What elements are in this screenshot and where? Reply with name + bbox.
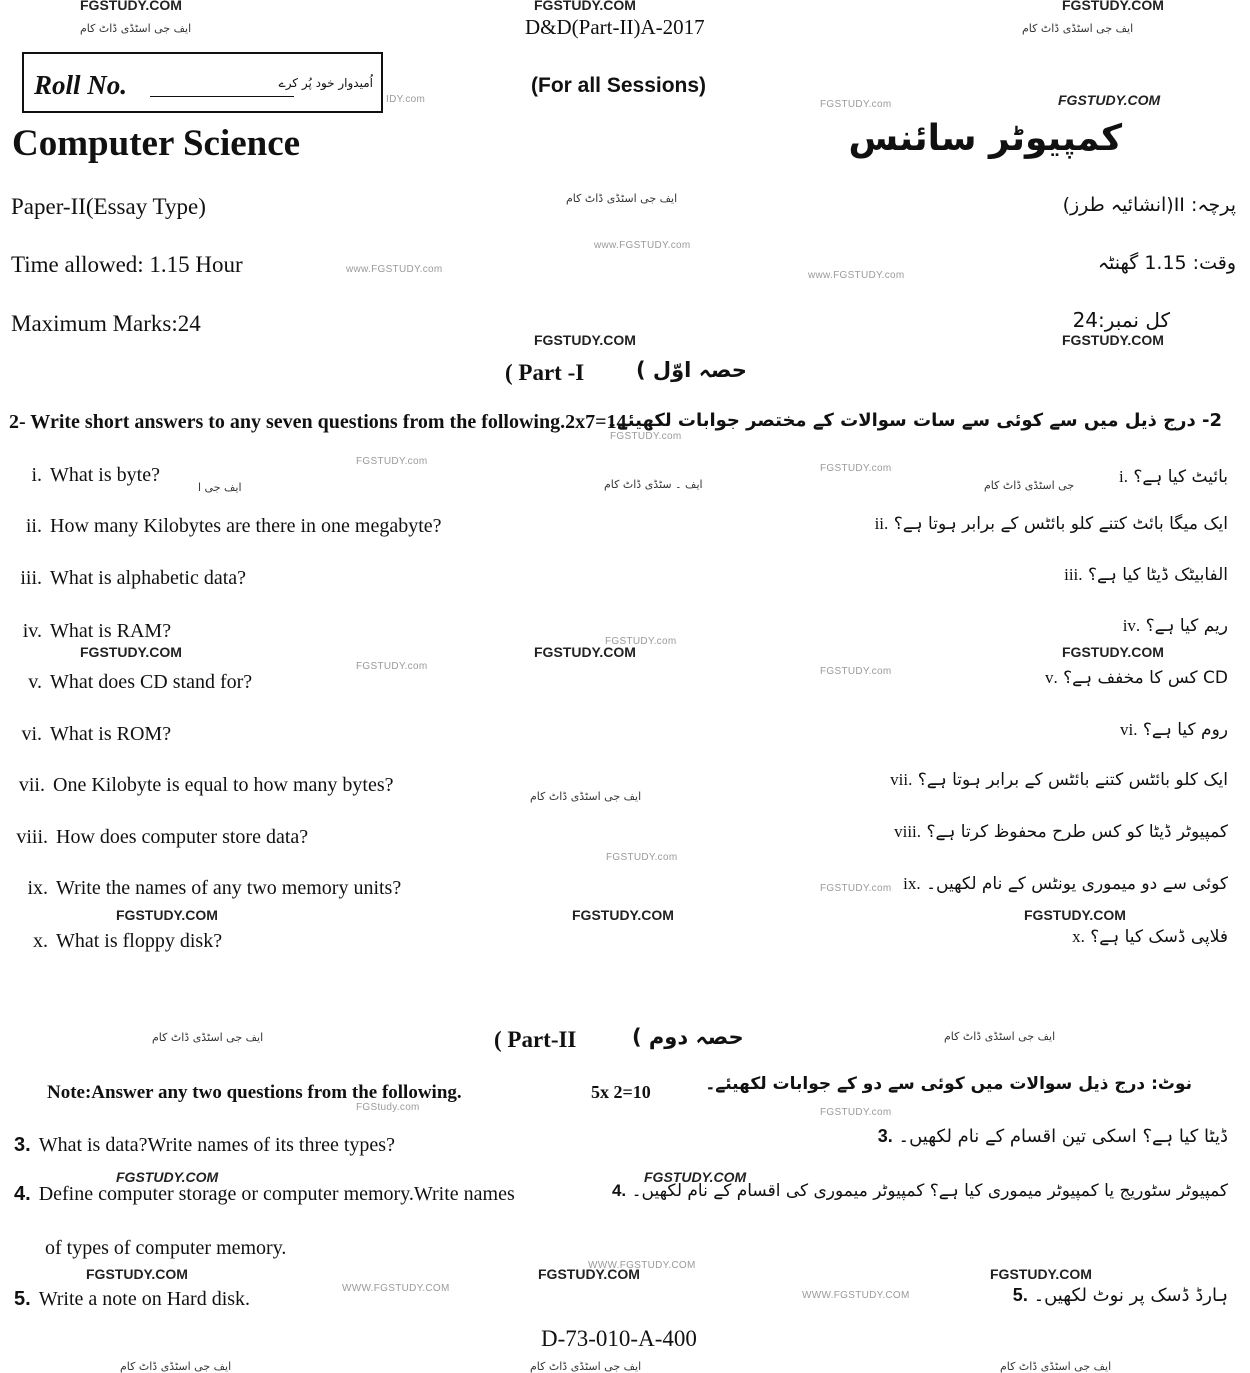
question-vi bbox=[0, 723, 171, 746]
watermark-faint: WWW.FGSTUDY.COM bbox=[342, 1283, 450, 1294]
question-number: .iii bbox=[1064, 565, 1083, 584]
question-number: .v bbox=[1044, 668, 1058, 687]
watermark-faint: FGSTUDY.com bbox=[356, 456, 428, 467]
maximum-marks: Maximum Marks:24 bbox=[11, 311, 201, 336]
question-ii bbox=[0, 515, 442, 538]
watermark-urdu: ایف جی اسٹڈی ڈاٹ کام bbox=[566, 192, 678, 205]
watermark-urdu: ایف جی اسٹڈی ڈاٹ کام bbox=[120, 1360, 232, 1373]
part-one-instruction-urdu: 2- درج ذیل میں سے کوئی سے سات سوالات کے مختصر جوابات لکھیئے۔ bbox=[606, 410, 1222, 431]
watermark-urdu: ایف جی اسٹڈی ڈاٹ کام bbox=[152, 1031, 264, 1044]
question-text-urdu: کمپیوٹر سٹوریج یا کمپیوٹر میموری کیا ہے؟ کمپیوٹر میموری کی اقسام کے نام لکھیں۔ bbox=[631, 1181, 1228, 1201]
question-text-urdu: ہارڈ ڈسک پر نوٹ لکھیں۔ bbox=[1033, 1285, 1228, 1306]
watermark-urdu: ایف ۔ سٹڈی ڈاٹ کام bbox=[604, 478, 703, 491]
question-text: How many Kilobytes are there in one megabyte? bbox=[50, 515, 442, 537]
question-number: .vi bbox=[1120, 720, 1138, 739]
question-number: 3. bbox=[14, 1134, 31, 1156]
question-v-urdu bbox=[1045, 667, 1228, 688]
question-text: Define computer storage or computer memory.Write names bbox=[38, 1183, 515, 1205]
watermark-bold: FGSTUDY.COM bbox=[644, 1169, 747, 1185]
question-viii-urdu bbox=[894, 821, 1228, 842]
paper-type: Paper-II(Essay Type) bbox=[11, 194, 206, 219]
question-text: What is floppy disk? bbox=[56, 930, 223, 952]
watermark-bold: FGSTUDY.COM bbox=[1062, 332, 1164, 348]
question-number: .x bbox=[1072, 927, 1085, 946]
watermark-bold: FGSTUDY.COM bbox=[1062, 644, 1164, 660]
question-number: 5. bbox=[14, 1288, 31, 1310]
watermark-bold: FGSTUDY.COM bbox=[86, 1266, 188, 1282]
long-question-4 bbox=[14, 1183, 515, 1206]
question-text-urdu: کوئی سے دو میموری یونٹس کے نام لکھیں۔ bbox=[926, 874, 1228, 894]
long-question-5-urdu bbox=[1013, 1285, 1228, 1306]
watermark-faint: www.FGSTUDY.com bbox=[346, 264, 443, 275]
question-text-urdu: CD کس کا مخفف ہے؟ bbox=[1063, 668, 1228, 688]
watermark-urdu-top-right: ایف جی اسٹڈی ڈاٹ کام bbox=[1022, 22, 1134, 35]
question-number: .5 bbox=[1012, 1285, 1028, 1305]
question-text-urdu: الفابیٹک ڈیٹا کیا ہے؟ bbox=[1087, 565, 1228, 585]
subject-title-urdu: کمپیوٹر سائنس bbox=[848, 118, 1122, 159]
question-vii bbox=[0, 774, 394, 797]
question-text: Write a note on Hard disk. bbox=[38, 1288, 251, 1310]
question-x-urdu bbox=[1072, 926, 1228, 947]
watermark-bold: FGSTUDY.COM bbox=[572, 907, 674, 923]
question-number: .i bbox=[1118, 467, 1128, 486]
question-number: x. bbox=[33, 930, 48, 952]
question-ix bbox=[0, 877, 401, 900]
question-number: .viii bbox=[894, 822, 922, 841]
question-iv-urdu bbox=[1123, 615, 1228, 636]
watermark-top-left: FGSTUDY.COM bbox=[80, 0, 182, 13]
question-number: vii. bbox=[18, 774, 45, 796]
watermark-faint: www.FGSTUDY.com bbox=[594, 240, 691, 251]
maximum-marks-urdu: کل نمبر:24 bbox=[1072, 308, 1170, 332]
question-number: i. bbox=[31, 464, 42, 486]
question-vii-urdu bbox=[890, 769, 1228, 790]
watermark-urdu: ایف جی اسٹڈی ڈاٹ کام bbox=[944, 1030, 1056, 1043]
question-viii bbox=[0, 826, 308, 849]
watermark-urdu: جی اسٹڈی ڈاٹ کام bbox=[984, 479, 1075, 492]
question-text: How does computer store data? bbox=[56, 826, 309, 848]
part-two-marks: 5x 2=10 bbox=[591, 1082, 651, 1102]
watermark-faint: FGSTUDY.com bbox=[820, 1107, 892, 1118]
watermark-faint: WWW.FGSTUDY.COM bbox=[802, 1290, 910, 1301]
question-ix-urdu bbox=[903, 873, 1228, 894]
question-number: iv. bbox=[22, 620, 42, 642]
watermark-faint: FGSTUDY.com bbox=[820, 99, 892, 110]
roll-number-field[interactable] bbox=[150, 96, 294, 97]
question-text-urdu: ایک میگا بائٹ کتنے کلو بائٹس کے برابر ہوتا ہے؟ bbox=[893, 514, 1228, 534]
question-text-urdu: ایک کلو بائٹس کتنے بائٹس کے برابر ہوتا ہے؟ bbox=[917, 770, 1228, 790]
question-text-urdu: ڈیٹا کیا ہے؟ اسکی تین اقسام کے نام لکھیں۔ bbox=[898, 1126, 1228, 1147]
question-number: ii. bbox=[25, 515, 42, 537]
question-text: What is ROM? bbox=[50, 723, 172, 745]
watermark-urdu: ایف جی اسٹڈی ڈاٹ کام bbox=[530, 790, 642, 803]
watermark-faint: IDY.com bbox=[386, 94, 426, 105]
part-one-title: ( Part -I bbox=[505, 360, 585, 385]
question-number: .ii bbox=[874, 514, 889, 533]
long-question-5 bbox=[14, 1288, 250, 1311]
part-two-title: ( Part-II bbox=[494, 1027, 577, 1052]
question-number: viii. bbox=[16, 826, 48, 848]
watermark-bold: FGSTUDY.COM bbox=[116, 1169, 219, 1185]
question-text: Write the names of any two memory units? bbox=[56, 877, 402, 899]
watermark-header-right: FGSTUDY.COM bbox=[1058, 92, 1161, 108]
question-number: vi. bbox=[21, 723, 42, 745]
long-question-3-urdu bbox=[878, 1126, 1228, 1147]
question-text-urdu: کمپیوٹر ڈیٹا کو کس طرح محفوظ کرتا ہے؟ bbox=[926, 822, 1228, 842]
watermark-urdu: ایف جی ا bbox=[198, 481, 242, 494]
question-number: 4. bbox=[14, 1183, 31, 1205]
long-question-4-continued: of types of computer memory. bbox=[45, 1237, 287, 1259]
question-number: .vii bbox=[890, 770, 913, 789]
roll-number-urdu-label: اُمیدوار خود پُر کرے bbox=[278, 76, 373, 90]
watermark-bold: FGSTUDY.COM bbox=[990, 1266, 1092, 1282]
sessions-label: (For all Sessions) bbox=[531, 74, 707, 97]
question-x bbox=[0, 930, 222, 953]
watermark-bold: FGSTUDY.COM bbox=[1024, 907, 1126, 923]
watermark-faint: WWW.FGSTUDY.COM bbox=[588, 1260, 696, 1271]
long-question-4-urdu bbox=[612, 1180, 1228, 1201]
watermark-faint: FGStudy.com bbox=[356, 1102, 420, 1113]
question-number: iii. bbox=[20, 567, 42, 589]
question-text: What is alphabetic data? bbox=[50, 567, 247, 589]
watermark-bold: FGSTUDY.COM bbox=[80, 644, 182, 660]
question-text: What is byte? bbox=[50, 464, 160, 486]
part-two-note-urdu: نوٹ: درج ذیل سوالات میں کوئی سے دو کے جوابات لکھیئے۔ bbox=[705, 1074, 1192, 1094]
question-text-urdu: بائیٹ کیا ہے؟ bbox=[1133, 467, 1228, 487]
watermark-urdu: ایف جی اسٹڈی ڈاٹ کام bbox=[530, 1360, 642, 1373]
question-number: v. bbox=[28, 671, 42, 693]
watermark-urdu-top-left: ایف جی اسٹڈی ڈاٹ کام bbox=[80, 22, 192, 35]
question-ii-urdu bbox=[875, 513, 1228, 534]
watermark-faint: FGSTUDY.com bbox=[356, 661, 428, 672]
question-number: .4 bbox=[611, 1181, 627, 1200]
watermark-bold: FGSTUDY.COM bbox=[538, 1266, 640, 1282]
question-vi-urdu bbox=[1120, 719, 1228, 740]
watermark-faint: FGSTUDY.com bbox=[820, 463, 892, 474]
question-number: .iv bbox=[1122, 616, 1141, 635]
watermark-faint: FGSTUDY.com bbox=[820, 666, 892, 677]
question-iii bbox=[0, 567, 246, 590]
watermark-faint: FGSTUDY.com bbox=[606, 852, 678, 863]
part-one-instruction: 2- Write short answers to any seven questions from the following.2x7=14 bbox=[9, 411, 627, 433]
roll-number-label: Roll No. bbox=[34, 70, 128, 100]
question-number: ix. bbox=[27, 877, 48, 899]
watermark-faint: FGSTUDY.com bbox=[605, 636, 677, 647]
watermark-urdu: ایف جی اسٹڈی ڈاٹ کام bbox=[1000, 1360, 1112, 1373]
watermark-bold: FGSTUDY.COM bbox=[534, 332, 636, 348]
watermark-faint: www.FGSTUDY.com bbox=[808, 270, 905, 281]
question-text-urdu: روم کیا ہے؟ bbox=[1142, 720, 1228, 740]
roll-number-box bbox=[22, 52, 383, 113]
question-text-urdu: فلاپی ڈسک کیا ہے؟ bbox=[1090, 927, 1228, 947]
question-i bbox=[0, 464, 160, 487]
question-iii-urdu bbox=[1064, 564, 1228, 585]
question-number: .3 bbox=[877, 1126, 893, 1146]
paper-code: D&D(Part-II)A-2017 bbox=[525, 15, 705, 39]
subject-title: Computer Science bbox=[12, 123, 301, 164]
watermark-top-right: FGSTUDY.COM bbox=[1062, 0, 1164, 13]
watermark-bold: FGSTUDY.COM bbox=[116, 907, 218, 923]
long-question-3 bbox=[14, 1134, 395, 1157]
part-two-note: Note:Answer any two questions from the following. bbox=[47, 1082, 462, 1103]
question-text-urdu: ریم کیا ہے؟ bbox=[1145, 616, 1228, 636]
part-one-title-urdu: حصہ اوّل ) bbox=[636, 358, 747, 382]
part-two-title-urdu: حصہ دوم ) bbox=[632, 1025, 744, 1049]
question-iv bbox=[0, 620, 171, 643]
question-i-urdu bbox=[1119, 466, 1228, 487]
footer-code: D-73-010-A-400 bbox=[541, 1326, 697, 1351]
question-text: What is data?Write names of its three types? bbox=[38, 1134, 395, 1156]
time-allowed-urdu: وقت: 1.15 گھنٹہ bbox=[1097, 252, 1236, 274]
watermark-faint: FGSTUDY.com bbox=[820, 883, 892, 894]
watermark-bold: FGSTUDY.COM bbox=[534, 644, 636, 660]
question-text: One Kilobyte is equal to how many bytes? bbox=[53, 774, 394, 796]
question-text: What does CD stand for? bbox=[50, 671, 253, 693]
watermark-top-center: FGSTUDY.COM bbox=[534, 0, 636, 13]
time-allowed: Time allowed: 1.15 Hour bbox=[11, 252, 243, 277]
watermark-faint: FGSTUDY.com bbox=[610, 431, 682, 442]
question-number: .ix bbox=[903, 874, 921, 893]
paper-type-urdu: پرچہ: II(انشائیہ طرز) bbox=[1062, 194, 1236, 216]
question-text: What is RAM? bbox=[50, 620, 172, 642]
question-v bbox=[0, 671, 252, 694]
